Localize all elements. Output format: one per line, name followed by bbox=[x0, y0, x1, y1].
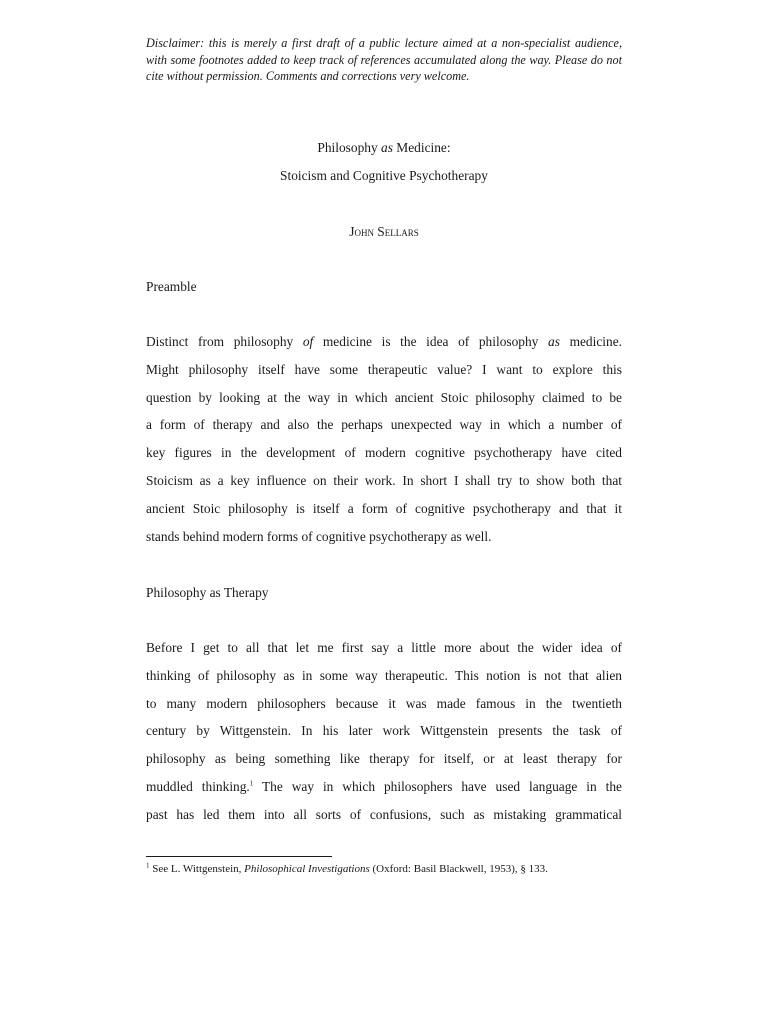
emphasis-as: as bbox=[548, 334, 560, 349]
subtitle: Stoicism and Cognitive Psychotherapy bbox=[280, 168, 488, 183]
text-line bbox=[146, 773, 622, 801]
author-name: John Sellars bbox=[349, 224, 419, 239]
title-line-1 bbox=[146, 140, 622, 156]
text-line: to many modern philosophers because it was made famous in the twentieth bbox=[146, 695, 622, 711]
emphasis-of: of bbox=[302, 334, 314, 349]
footnote bbox=[146, 863, 548, 875]
text-line: thinking of philosophy as in some way therapeutic. This notion is not that alien bbox=[146, 667, 622, 683]
footnote-reference[interactable]: 1 bbox=[249, 779, 254, 788]
text-line: past has led them into all sorts of confusions, such as mistaking grammatical bbox=[146, 806, 622, 822]
text-fragment: medicine is the idea of philosophy bbox=[313, 334, 549, 349]
text-fragment: muddled thinking. bbox=[146, 778, 250, 794]
text-fragment: medicine. bbox=[559, 334, 622, 349]
title-text-pre: Philosophy bbox=[317, 140, 382, 155]
footnote-book-title: Philosophical Investigations bbox=[244, 863, 370, 875]
text-fragment: The way in which philosophers have used language in the bbox=[253, 778, 622, 794]
footnote-text-pre: See L. Wittgenstein, bbox=[149, 863, 245, 875]
text-line: ancient Stoic philosophy is itself a form of cognitive psychotherapy and that it bbox=[146, 500, 622, 516]
section-heading-therapy: Philosophy as Therapy bbox=[146, 585, 269, 600]
title-text-as: as bbox=[381, 140, 393, 155]
text-line: stands behind modern forms of cognitive psychotherapy as well. bbox=[146, 528, 492, 544]
preamble-paragraph bbox=[146, 328, 622, 550]
title-text-post: Medicine: bbox=[392, 140, 451, 155]
text-line: Before I get to all that let me first say a little more about the wider idea of bbox=[146, 640, 622, 655]
text-line: philosophy as being something like therapy for itself, or at least therapy for bbox=[146, 751, 622, 767]
section-heading-preamble: Preamble bbox=[146, 279, 197, 294]
text-line: question by looking at the way in which ancient Stoic philosophy claimed to be bbox=[146, 389, 622, 405]
text-line: key figures in the development of modern cognitive psychotherapy have cited bbox=[146, 445, 622, 461]
text-line bbox=[146, 328, 622, 356]
footnote-text-post: (Oxford: Basil Blackwell, 1953), § 133. bbox=[369, 863, 548, 875]
text-fragment: Distinct from philosophy bbox=[146, 334, 303, 349]
text-line: a form of therapy and also the perhaps unexpected way in which a number of bbox=[146, 417, 622, 433]
therapy-paragraph bbox=[146, 634, 622, 829]
footnote-marker: 1 bbox=[146, 861, 150, 870]
text-line: Stoicism as a key influence on their work. In short I shall try to show both that bbox=[146, 472, 622, 488]
text-line: Might philosophy itself have some therapeutic value? I want to explore this bbox=[146, 361, 622, 377]
text-line: century by Wittgenstein. In his later work Wittgenstein presents the task of bbox=[146, 723, 622, 739]
disclaimer-note: Disclaimer: this is merely a first draft of a public lecture aimed at a non-specialist audience, with some footnotes added to keep track of references accumulated along the way. Please do not cite without permission. Comments and corrections very welcome. bbox=[146, 36, 622, 83]
footnote-divider bbox=[146, 856, 332, 857]
